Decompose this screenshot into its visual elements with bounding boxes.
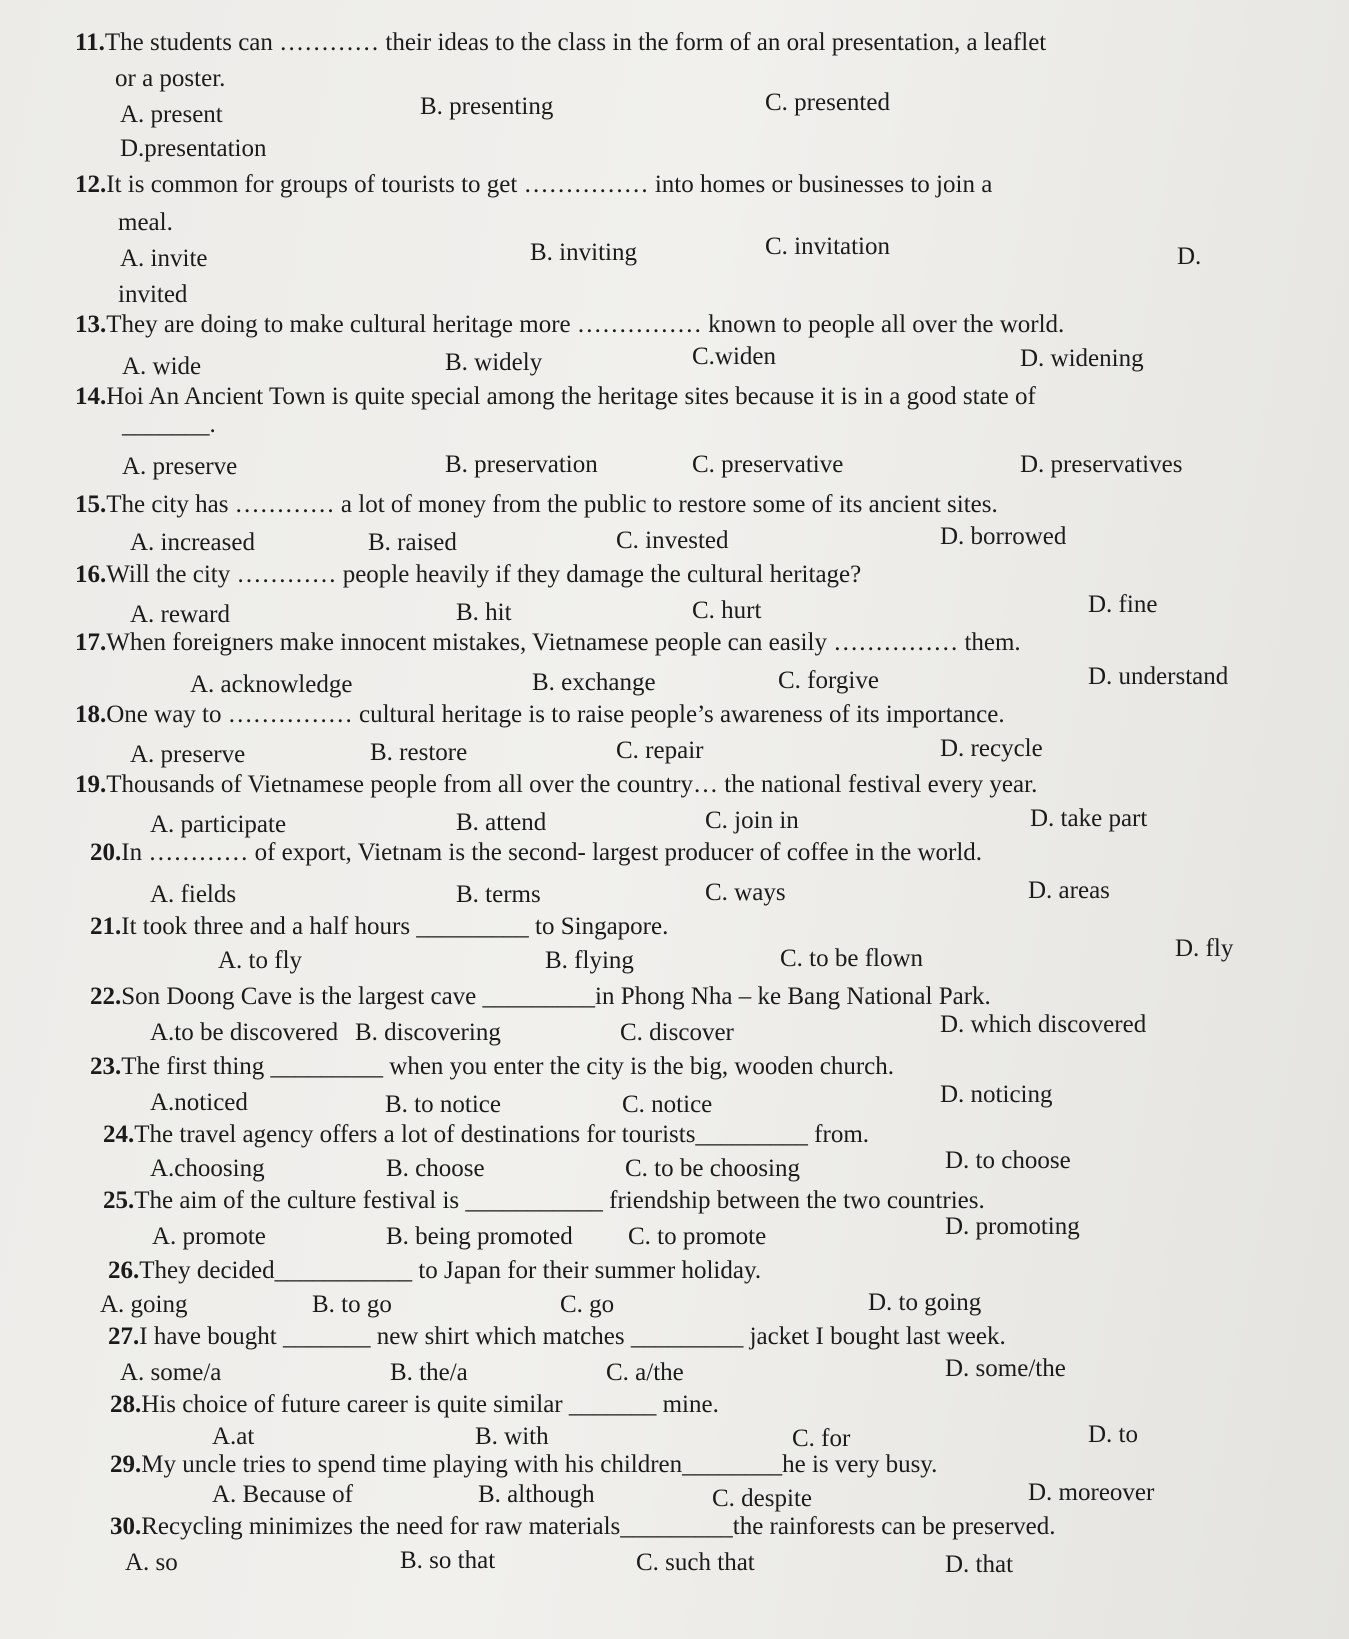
option-a[interactable]: A. increased [130,529,255,556]
question-text: Thousands of Vietnamese people from all over the country… the national festival every year. [106,771,1038,798]
option-b[interactable]: B. terms [456,881,541,908]
option-d[interactable]: D. take part [1030,805,1148,832]
option-d[interactable]: D. to going [868,1289,982,1316]
option-b[interactable]: B. being promoted [386,1223,573,1250]
question-number: 14. [75,383,107,410]
question-number: 18. [75,701,107,728]
question-number: 12. [75,171,107,198]
question-number: 13. [75,311,107,338]
question-text: Recycling minimizes the need for raw materials_________the rainforests can be preserved. [141,1513,1056,1540]
question-number: 30. [110,1513,142,1540]
option-b[interactable]: B. flying [545,947,634,974]
question-number: 15. [75,491,107,518]
question-number: 29. [110,1451,142,1478]
answer-blank: _______. [122,411,216,438]
option-b[interactable]: B. attend [456,809,547,836]
option-b[interactable]: B. presenting [420,93,554,120]
option-b[interactable]: B. with [475,1423,549,1450]
option-c[interactable]: C. presented [765,89,890,116]
option-c[interactable]: C. hurt [692,597,762,624]
option-c[interactable]: C. to be flown [780,945,924,972]
option-a[interactable]: A.to be discovered [150,1019,339,1046]
question-number: 28. [110,1391,142,1418]
option-d[interactable]: D. [1177,243,1202,270]
option-c[interactable]: C.widen [692,343,777,370]
question-number: 21. [90,913,122,940]
question-text: I have bought _______ new shirt which matches _________ jacket I bought last week. [139,1323,1006,1350]
option-d[interactable]: D. recycle [940,735,1043,762]
question-number: 24. [103,1121,135,1148]
question-text: Hoi An Ancient Town is quite special among the heritage sites because it is in a good state of [106,383,1036,410]
option-d[interactable]: D. promoting [945,1213,1080,1240]
option-d[interactable]: D. understand [1088,663,1229,690]
option-d[interactable]: D. preservatives [1020,451,1183,478]
option-c[interactable]: C. despite [712,1485,812,1512]
question-text: His choice of future career is quite similar _______ mine. [141,1391,719,1418]
question-text: In ………… of export, Vietnam is the second- largest producer of coffee in the world. [121,839,983,866]
option-a[interactable]: A. preserve [130,741,246,768]
option-a[interactable]: A. going [100,1291,188,1318]
option-b[interactable]: B. raised [368,529,457,556]
option-a[interactable]: A. some/a [120,1359,222,1386]
question-text: The travel agency offers a lot of destinations for tourists_________ from. [134,1121,870,1148]
option-a[interactable]: A. fields [150,881,237,908]
option-a[interactable]: A. preserve [122,453,238,480]
option-d[interactable]: D. borrowed [940,523,1067,550]
option-c[interactable]: C. a/the [606,1359,684,1386]
option-c[interactable]: C. preservative [692,451,844,478]
question-text: Son Doong Cave is the largest cave _________in Phong Nha – ke Bang National Park. [121,983,991,1010]
question-number: 27. [108,1323,140,1350]
option-d[interactable]: D. to [1088,1421,1138,1448]
option-b[interactable]: B. preservation [445,451,598,478]
question-text: The city has ………… a lot of money from the public to restore some of its ancient sites. [106,491,998,518]
option-d-text: invited [118,281,188,308]
option-c[interactable]: C. join in [705,807,799,834]
question-text: It is common for groups of tourists to get …………… into homes or businesses to join a [106,171,993,198]
option-a[interactable]: A. invite [120,245,208,272]
option-d[interactable]: D. which discovered [940,1011,1147,1038]
option-c[interactable]: C. forgive [778,667,879,694]
option-b[interactable]: B. the/a [390,1359,468,1386]
option-b[interactable]: B. to notice [385,1091,501,1118]
question-text: Will the city ………… people heavily if they damage the cultural heritage? [106,561,862,588]
option-d[interactable]: D. widening [1020,345,1144,372]
question-text: The students can ………… their ideas to the class in the form of an oral presentation, a leaflet [104,29,1047,56]
option-a[interactable]: A. acknowledge [190,671,353,698]
question-text: The first thing _________ when you enter the city is the big, wooden church. [121,1053,895,1080]
option-c[interactable]: C. invested [616,527,729,554]
option-d[interactable]: D.presentation [120,135,267,162]
question-number: 11. [75,29,105,56]
question-number: 26. [108,1257,140,1284]
question-text: My uncle tries to spend time playing with his children________he is very busy. [141,1451,938,1478]
option-a[interactable]: A. so [125,1549,178,1576]
option-c[interactable]: C. for [792,1425,851,1452]
option-a[interactable]: A. Because of [212,1481,353,1508]
question-text: The aim of the culture festival is ___________ friendship between the two countries. [134,1187,985,1214]
option-a[interactable]: A. reward [130,601,230,628]
option-a[interactable]: A.noticed [150,1089,248,1116]
option-c[interactable]: C. notice [622,1091,713,1118]
option-d[interactable]: D. moreover [1028,1479,1155,1506]
option-b[interactable]: B. widely [445,349,543,376]
option-d[interactable]: D. some/the [945,1355,1066,1382]
option-a[interactable]: A. participate [150,811,287,838]
option-c[interactable]: C. to be choosing [625,1155,800,1182]
option-b[interactable]: B. so that [400,1547,496,1574]
question-text-cont: meal. [118,209,173,236]
question-number: 20. [90,839,122,866]
option-a[interactable]: A. promote [152,1223,266,1250]
option-c[interactable]: C. such that [636,1549,755,1576]
option-d[interactable]: D. fine [1088,591,1158,618]
option-b[interactable]: B. hit [456,599,512,626]
option-c[interactable]: C. go [560,1291,615,1318]
question-text: When foreigners make innocent mistakes, Vietnamese people can easily …………… them. [106,629,1021,656]
option-d[interactable]: D. fly [1175,935,1234,962]
question-text-cont: or a poster. [115,65,226,92]
option-c[interactable]: C. to promote [628,1223,767,1250]
option-a[interactable]: A.at [212,1423,255,1450]
question-number: 25. [103,1187,135,1214]
option-b[interactable]: B. exchange [532,669,656,696]
option-a[interactable]: A. present [120,101,223,128]
question-text: They are doing to make cultural heritage more …………… known to people all over the world. [106,311,1065,338]
option-d[interactable]: D. that [945,1551,1014,1578]
option-a[interactable]: A.choosing [150,1155,265,1182]
question-text: One way to …………… cultural heritage is to raise people’s awareness of its importance. [106,701,1005,728]
question-number: 22. [90,983,122,1010]
option-d[interactable]: D. areas [1028,877,1110,904]
question-text: They decided___________ to Japan for their summer holiday. [139,1257,762,1284]
option-c[interactable]: C. repair [616,737,704,764]
option-b[interactable]: B. inviting [530,239,637,266]
option-b[interactable]: B. choose [386,1155,485,1182]
option-a[interactable]: A. to fly [218,947,303,974]
question-number: 16. [75,561,107,588]
option-c[interactable]: C. ways [705,879,786,906]
option-d[interactable]: D. to choose [945,1147,1071,1174]
option-b[interactable]: B. restore [370,739,468,766]
option-a[interactable]: A. wide [122,353,202,380]
option-c[interactable]: C. invitation [765,233,890,260]
option-c[interactable]: C. discover [620,1019,734,1046]
question-text: It took three and a half hours _________ to Singapore. [121,913,669,940]
option-b[interactable]: B. although [478,1481,595,1508]
option-b[interactable]: B. to go [312,1291,392,1318]
option-d[interactable]: D. noticing [940,1081,1053,1108]
question-number: 23. [90,1053,122,1080]
option-b[interactable]: B. discovering [355,1019,501,1046]
question-number: 17. [75,629,107,656]
question-number: 19. [75,771,107,798]
